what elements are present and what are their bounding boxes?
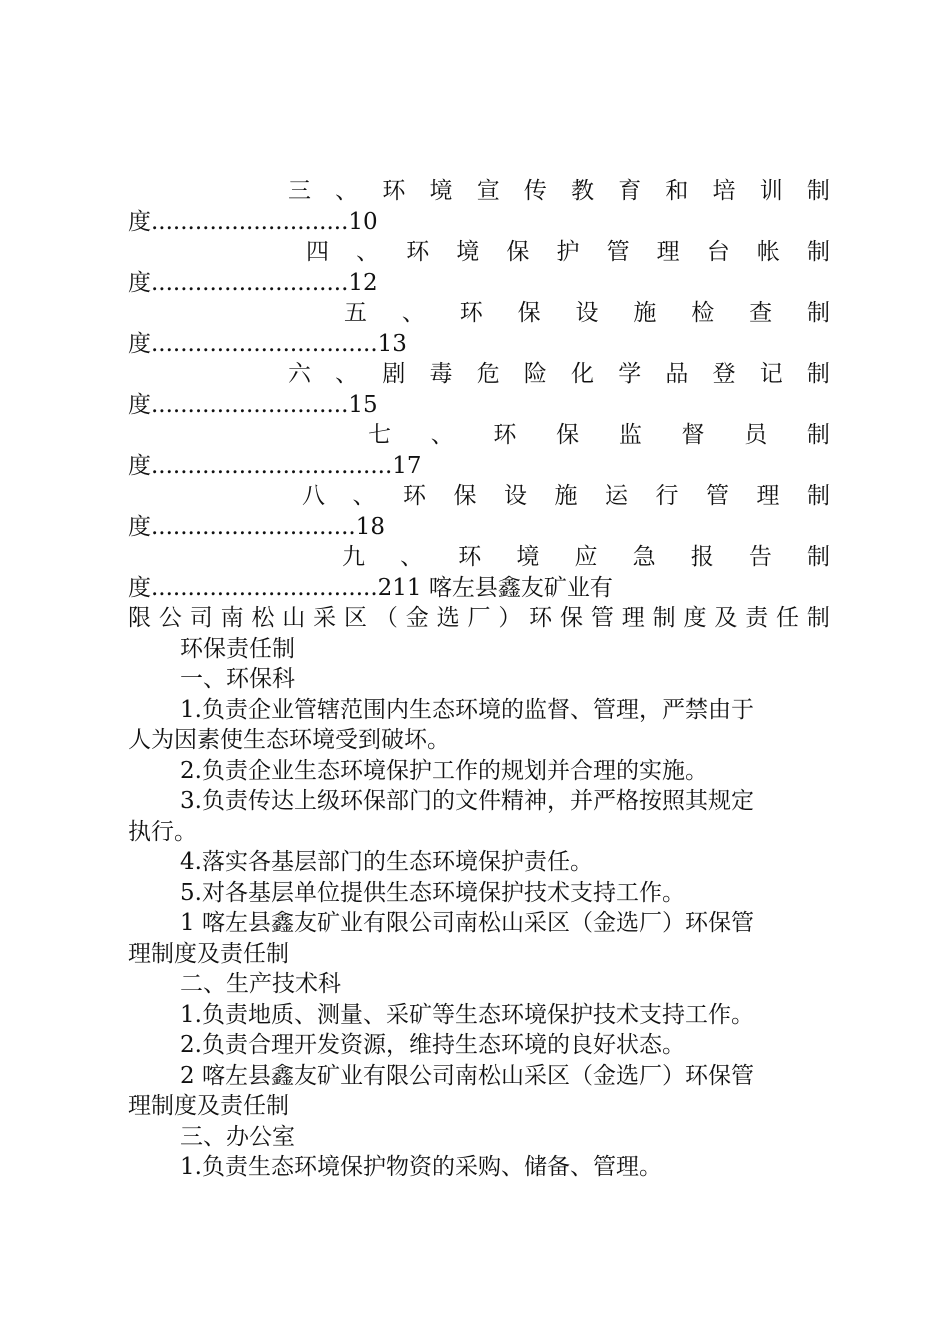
glyph: 报 [690, 544, 714, 570]
toc-leader: 度............................18 [128, 513, 385, 540]
paragraph-line: 2.负责企业生态环境保护工作的规划并合理的实施。 [180, 757, 708, 784]
glyph: 培 [712, 178, 736, 204]
toc-entry [128, 542, 830, 603]
glyph: 施 [633, 300, 657, 326]
glyph: 山 [282, 605, 306, 631]
glyph: 、 [430, 422, 454, 448]
toc-title [128, 298, 830, 329]
section-heading: 环保责任制 [180, 635, 295, 662]
toc-leader: 度...............................211 喀左县鑫友矿业有 [128, 574, 613, 601]
page-footer-line: 2 喀左县鑫友矿业有限公司南松山采区（金选厂）环保管 [180, 1062, 754, 1089]
glyph: 保 [453, 483, 477, 509]
glyph: 制 [807, 483, 830, 509]
glyph: 护 [556, 239, 580, 265]
glyph: 南 [220, 605, 244, 631]
glyph: 督 [681, 422, 705, 448]
glyph: 台 [706, 239, 730, 265]
glyph: 告 [748, 544, 772, 570]
paragraph-line: 1.负责生态环境保护物资的采购、储备、管理。 [180, 1154, 662, 1180]
document-body [128, 176, 830, 1183]
paragraph-line: 人为因素使生态环境受到破坏。 [128, 727, 450, 753]
glyph: 环 [403, 483, 426, 509]
section-heading: 一、环保科 [180, 666, 295, 692]
glyph: 应 [574, 544, 598, 570]
glyph: 监 [618, 422, 642, 448]
glyph: 制 [807, 544, 830, 570]
glyph: 三 [288, 178, 311, 204]
glyph: 境 [429, 178, 453, 204]
glyph: 制 [806, 422, 830, 448]
glyph: 理 [756, 483, 780, 509]
glyph: 运 [605, 483, 628, 509]
paragraph-line: 3.负责传达上级环保部门的文件精神，并严格按照其规定 [180, 788, 754, 814]
glyph: 选 [436, 605, 460, 631]
glyph: 理 [621, 605, 645, 631]
glyph: （ [374, 605, 398, 631]
toc-leader: 度.................................17 [128, 452, 422, 479]
glyph: 九 [342, 544, 365, 570]
paragraph-line: 2.负责合理开发资源，维持生态环境的良好状态。 [180, 1032, 685, 1058]
glyph: 施 [554, 483, 578, 509]
toc-title [128, 359, 830, 390]
page-footer-line: 1 喀左县鑫友矿业有限公司南松山采区（金选厂）环保管 [180, 910, 754, 936]
glyph: 记 [759, 361, 783, 387]
paragraph-line: 1.负责企业管辖范围内生态环境的监督、管理，严禁由于 [180, 696, 754, 723]
glyph: 行 [655, 483, 679, 509]
toc-title [128, 176, 830, 207]
glyph: 境 [456, 239, 480, 265]
glyph: 险 [523, 361, 547, 387]
toc-title [128, 420, 830, 451]
section-heading: 二、生产技术科 [180, 971, 341, 997]
glyph: 环 [459, 300, 483, 326]
glyph: 、 [335, 178, 359, 204]
glyph: 司 [189, 605, 213, 631]
glyph: 四 [306, 239, 329, 265]
glyph: 区 [344, 605, 368, 631]
glyph: 八 [302, 483, 325, 509]
glyph: 毒 [429, 361, 453, 387]
glyph: 公 [158, 605, 182, 631]
paragraph-line: 1.负责地质、测量、采矿等生态环境保护技术支持工作。 [180, 1001, 754, 1028]
glyph: 责 [745, 605, 769, 631]
glyph: 制 [807, 300, 830, 326]
glyph: 检 [691, 300, 715, 326]
glyph: 制 [806, 361, 830, 387]
glyph: 、 [335, 361, 359, 387]
glyph: 任 [776, 605, 800, 631]
glyph: 度 [683, 605, 707, 631]
glyph: 员 [744, 422, 768, 448]
glyph: 五 [344, 300, 367, 326]
glyph: 、 [400, 544, 424, 570]
glyph: 境 [516, 544, 540, 570]
glyph: 管 [590, 605, 614, 631]
glyph: 保 [517, 300, 541, 326]
glyph: 环 [406, 239, 430, 265]
glyph: 、 [401, 300, 425, 326]
toc-leader: 度...........................12 [128, 269, 378, 296]
glyph: 限 [128, 605, 151, 631]
glyph: 教 [571, 178, 595, 204]
glyph: ） [498, 605, 522, 631]
glyph: 环 [458, 544, 482, 570]
toc-entry [128, 420, 830, 481]
glyph: 及 [714, 605, 738, 631]
toc-entry [128, 176, 830, 237]
paragraph-line: 4.落实各基层部门的生态环境保护责任。 [180, 849, 593, 875]
toc-entry [128, 481, 830, 542]
glyph: 六 [288, 361, 311, 387]
paragraph-line: 5.对各基层单位提供生态环境保护技术支持工作。 [180, 879, 685, 906]
toc-entry [128, 237, 830, 298]
glyph: 剧 [382, 361, 406, 387]
toc-leader: 度...........................10 [128, 208, 378, 235]
glyph: 化 [571, 361, 595, 387]
glyph: 、 [352, 483, 376, 509]
glyph: 保 [506, 239, 530, 265]
body-line [128, 603, 830, 634]
glyph: 环 [382, 178, 406, 204]
glyph: 急 [632, 544, 656, 570]
toc-leader: 度...............................13 [128, 330, 407, 357]
glyph: 制 [806, 178, 830, 204]
glyph: 帐 [756, 239, 780, 265]
toc-entry [128, 359, 830, 420]
glyph: 环 [493, 422, 517, 448]
glyph: 、 [356, 239, 380, 265]
glyph: 学 [618, 361, 642, 387]
glyph: 危 [476, 361, 500, 387]
page-footer-line: 理制度及责任制 [128, 940, 289, 967]
glyph: 训 [759, 178, 783, 204]
glyph: 育 [618, 178, 642, 204]
toc-title [128, 542, 830, 573]
glyph: 品 [665, 361, 689, 387]
glyph: 保 [560, 605, 584, 631]
glyph: 金 [405, 605, 429, 631]
toc-entry [128, 298, 830, 359]
toc-title [128, 481, 830, 512]
glyph: 环 [529, 605, 553, 631]
glyph: 和 [665, 178, 689, 204]
page-footer-line: 理制度及责任制 [128, 1093, 289, 1119]
toc-title [128, 237, 830, 268]
glyph: 制 [806, 239, 830, 265]
glyph: 登 [712, 361, 736, 387]
glyph: 松 [251, 605, 275, 631]
glyph: 采 [313, 605, 337, 631]
glyph: 管 [606, 239, 630, 265]
toc-leader: 度...........................15 [128, 391, 378, 418]
glyph: 七 [368, 422, 391, 448]
paragraph-line: 执行。 [128, 818, 197, 845]
glyph: 理 [656, 239, 680, 265]
glyph: 设 [504, 483, 527, 509]
glyph: 厂 [467, 605, 491, 631]
glyph: 查 [749, 300, 773, 326]
glyph: 保 [556, 422, 580, 448]
glyph: 设 [575, 300, 599, 326]
glyph: 管 [706, 483, 729, 509]
glyph: 传 [523, 178, 547, 204]
glyph: 宣 [476, 178, 500, 204]
glyph: 制 [652, 605, 676, 631]
section-heading: 三、办公室 [180, 1123, 295, 1150]
glyph: 制 [806, 605, 830, 631]
